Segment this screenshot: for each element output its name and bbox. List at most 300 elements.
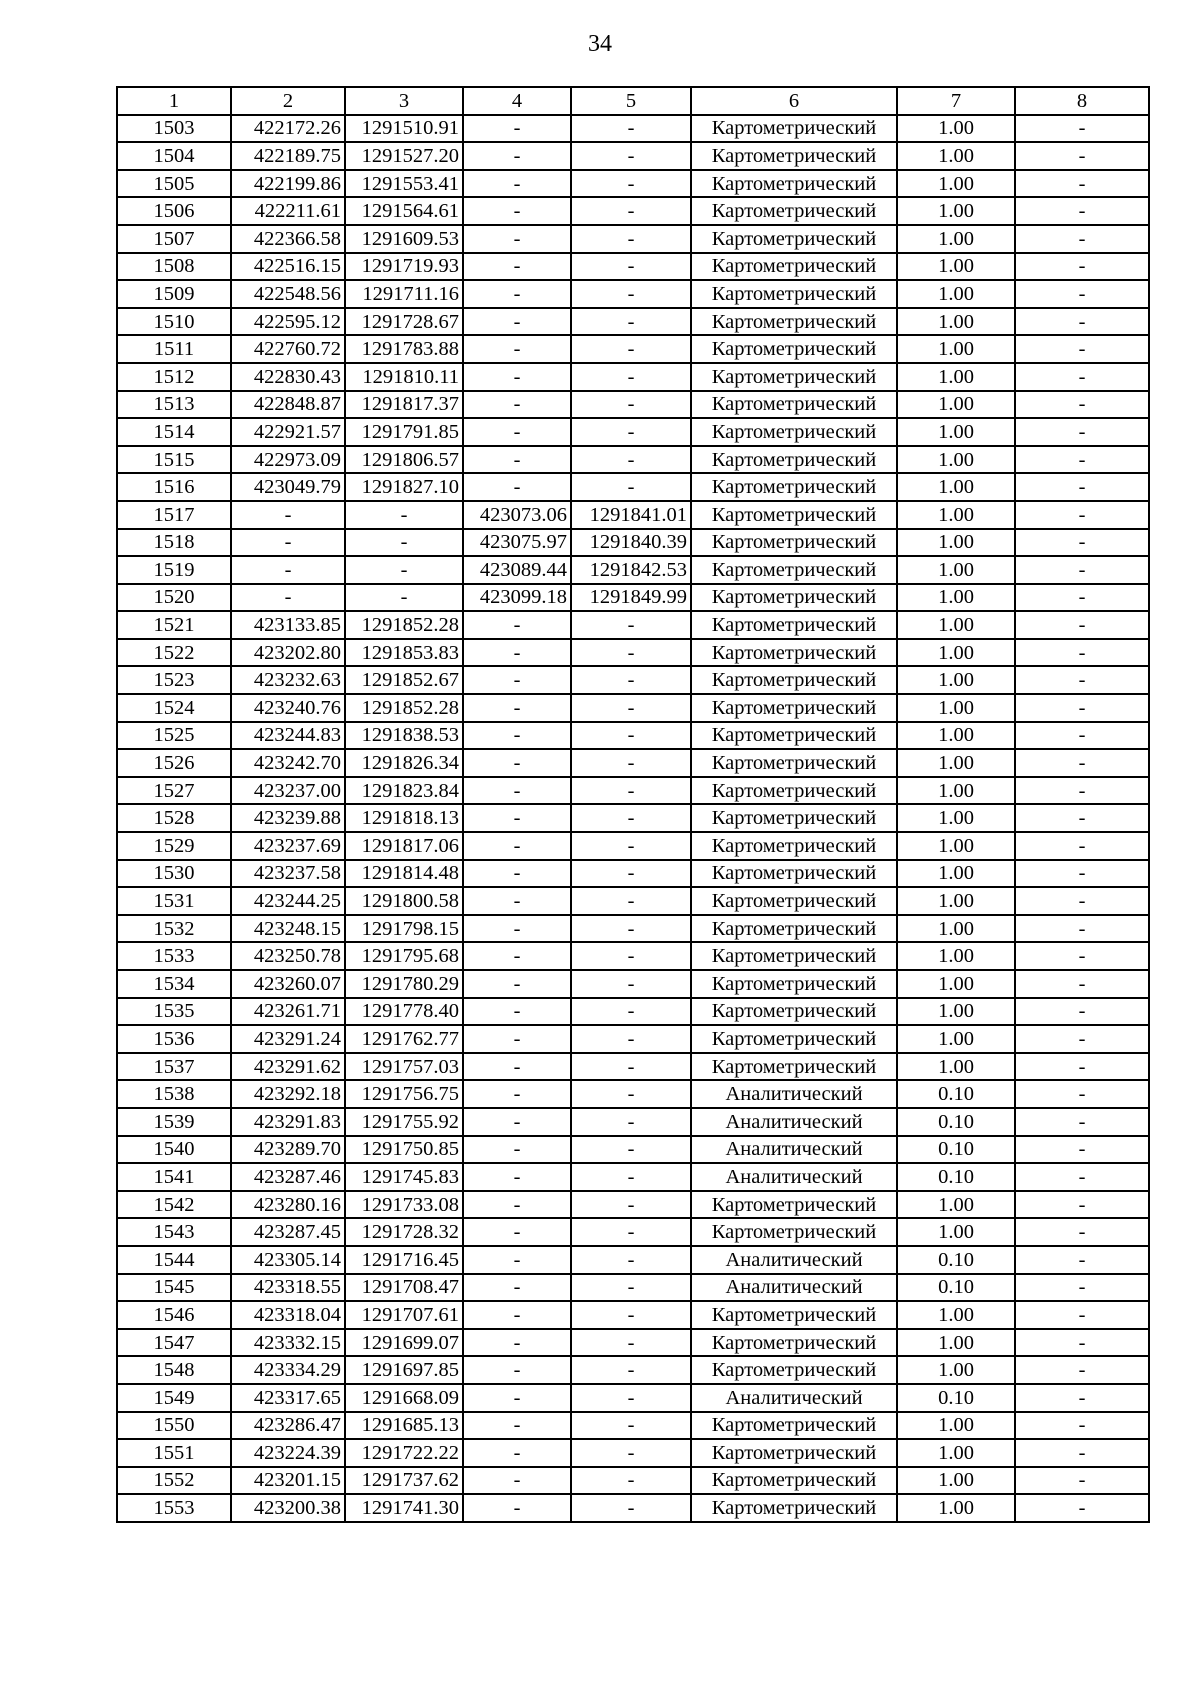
y-existing-cell: 1291750.85 (345, 1136, 463, 1164)
y-existing-cell: 1291823.84 (345, 777, 463, 805)
y-new-cell: - (571, 666, 691, 694)
header-col-2: 2 (231, 87, 345, 115)
accuracy-cell: 1.00 (897, 860, 1015, 888)
accuracy-cell: 1.00 (897, 777, 1015, 805)
table-row (117, 942, 1149, 970)
y-existing-cell: 1291778.40 (345, 998, 463, 1026)
accuracy-cell: 1.00 (897, 1301, 1015, 1329)
accuracy-cell: 1.00 (897, 804, 1015, 832)
y-existing-cell: 1291818.13 (345, 804, 463, 832)
x-new-cell: - (463, 1136, 571, 1164)
table-row (117, 391, 1149, 419)
method-cell: Картометрический (691, 666, 897, 694)
method-cell: Картометрический (691, 556, 897, 584)
accuracy-cell: 1.00 (897, 1412, 1015, 1440)
description-cell: - (1015, 1080, 1149, 1108)
description-cell: - (1015, 1108, 1149, 1136)
y-existing-cell: - (345, 529, 463, 557)
description-cell: - (1015, 749, 1149, 777)
method-cell: Аналитический (691, 1384, 897, 1412)
table-row (117, 1163, 1149, 1191)
description-cell: - (1015, 915, 1149, 943)
y-existing-cell: 1291852.67 (345, 666, 463, 694)
y-existing-cell: 1291762.77 (345, 1025, 463, 1053)
accuracy-cell: 1.00 (897, 280, 1015, 308)
table-row (117, 832, 1149, 860)
table-row (117, 1467, 1149, 1495)
description-cell: - (1015, 777, 1149, 805)
y-existing-cell: 1291707.61 (345, 1301, 463, 1329)
description-cell: - (1015, 1053, 1149, 1081)
x-existing-cell: 423291.24 (231, 1025, 345, 1053)
y-new-cell: - (571, 1494, 691, 1522)
description-cell: - (1015, 1301, 1149, 1329)
accuracy-cell: 1.00 (897, 1218, 1015, 1246)
y-new-cell: - (571, 998, 691, 1026)
method-cell: Картометрический (691, 197, 897, 225)
y-existing-cell: 1291510.91 (345, 115, 463, 143)
method-cell: Картометрический (691, 749, 897, 777)
y-existing-cell: - (345, 556, 463, 584)
point-number-cell: 1546 (117, 1301, 231, 1329)
x-new-cell: - (463, 308, 571, 336)
x-existing-cell: 423232.63 (231, 666, 345, 694)
description-cell: - (1015, 391, 1149, 419)
x-new-cell: - (463, 473, 571, 501)
accuracy-cell: 0.10 (897, 1136, 1015, 1164)
accuracy-cell: 1.00 (897, 611, 1015, 639)
table-row (117, 501, 1149, 529)
point-number-cell: 1533 (117, 942, 231, 970)
method-cell: Картометрический (691, 335, 897, 363)
y-new-cell: - (571, 253, 691, 281)
description-cell: - (1015, 942, 1149, 970)
y-existing-cell: 1291755.92 (345, 1108, 463, 1136)
x-new-cell: - (463, 1163, 571, 1191)
x-new-cell: 423089.44 (463, 556, 571, 584)
table-row (117, 1412, 1149, 1440)
x-new-cell: - (463, 1108, 571, 1136)
accuracy-cell: 1.00 (897, 1025, 1015, 1053)
table-row (117, 170, 1149, 198)
method-cell: Картометрический (691, 942, 897, 970)
method-cell: Картометрический (691, 777, 897, 805)
point-number-cell: 1513 (117, 391, 231, 419)
table-row (117, 611, 1149, 639)
y-existing-cell: 1291800.58 (345, 887, 463, 915)
y-existing-cell: 1291728.32 (345, 1218, 463, 1246)
x-existing-cell: 423334.29 (231, 1356, 345, 1384)
x-new-cell: - (463, 115, 571, 143)
table-row (117, 142, 1149, 170)
x-existing-cell: 422595.12 (231, 308, 345, 336)
table-row (117, 418, 1149, 446)
description-cell: - (1015, 501, 1149, 529)
table-row (117, 1246, 1149, 1274)
y-existing-cell: 1291817.06 (345, 832, 463, 860)
accuracy-cell: 1.00 (897, 887, 1015, 915)
description-cell: - (1015, 970, 1149, 998)
accuracy-cell: 1.00 (897, 1439, 1015, 1467)
method-cell: Картометрический (691, 694, 897, 722)
accuracy-cell: 1.00 (897, 253, 1015, 281)
accuracy-cell: 1.00 (897, 970, 1015, 998)
x-existing-cell: 422211.61 (231, 197, 345, 225)
point-number-cell: 1504 (117, 142, 231, 170)
x-new-cell: - (463, 970, 571, 998)
y-new-cell: - (571, 197, 691, 225)
description-cell: - (1015, 335, 1149, 363)
x-existing-cell: 423286.47 (231, 1412, 345, 1440)
accuracy-cell: 1.00 (897, 225, 1015, 253)
table-row (117, 860, 1149, 888)
description-cell: - (1015, 1246, 1149, 1274)
table-row (117, 1384, 1149, 1412)
y-new-cell: - (571, 777, 691, 805)
x-new-cell: - (463, 1025, 571, 1053)
table-row (117, 1439, 1149, 1467)
description-cell: - (1015, 446, 1149, 474)
x-existing-cell: 422172.26 (231, 115, 345, 143)
y-new-cell: - (571, 335, 691, 363)
x-new-cell: - (463, 1191, 571, 1219)
method-cell: Картометрический (691, 1301, 897, 1329)
y-new-cell: - (571, 418, 691, 446)
x-new-cell: - (463, 1080, 571, 1108)
y-new-cell: - (571, 1439, 691, 1467)
description-cell: - (1015, 115, 1149, 143)
description-cell: - (1015, 1025, 1149, 1053)
x-existing-cell: 423318.04 (231, 1301, 345, 1329)
accuracy-cell: 1.00 (897, 529, 1015, 557)
x-existing-cell: 422848.87 (231, 391, 345, 419)
x-new-cell: - (463, 1467, 571, 1495)
table-row (117, 253, 1149, 281)
description-cell: - (1015, 666, 1149, 694)
method-cell: Картометрический (691, 1356, 897, 1384)
y-existing-cell: 1291685.13 (345, 1412, 463, 1440)
point-number-cell: 1530 (117, 860, 231, 888)
accuracy-cell: 1.00 (897, 197, 1015, 225)
description-cell: - (1015, 556, 1149, 584)
y-existing-cell: 1291810.11 (345, 363, 463, 391)
y-existing-cell: 1291757.03 (345, 1053, 463, 1081)
point-number-cell: 1514 (117, 418, 231, 446)
header-col-3: 3 (345, 87, 463, 115)
method-cell: Аналитический (691, 1274, 897, 1302)
point-number-cell: 1551 (117, 1439, 231, 1467)
method-cell: Картометрический (691, 1025, 897, 1053)
x-new-cell: - (463, 777, 571, 805)
point-number-cell: 1525 (117, 722, 231, 750)
x-new-cell: 423073.06 (463, 501, 571, 529)
accuracy-cell: 1.00 (897, 639, 1015, 667)
x-new-cell: - (463, 749, 571, 777)
x-new-cell: - (463, 335, 571, 363)
x-new-cell: - (463, 1412, 571, 1440)
y-existing-cell: 1291733.08 (345, 1191, 463, 1219)
table-row (117, 1136, 1149, 1164)
y-existing-cell: - (345, 501, 463, 529)
method-cell: Картометрический (691, 1412, 897, 1440)
description-cell: - (1015, 1218, 1149, 1246)
x-new-cell: - (463, 446, 571, 474)
y-new-cell: - (571, 1246, 691, 1274)
y-existing-cell: 1291719.93 (345, 253, 463, 281)
header-col-5: 5 (571, 87, 691, 115)
x-existing-cell: - (231, 584, 345, 612)
accuracy-cell: 1.00 (897, 666, 1015, 694)
description-cell: - (1015, 280, 1149, 308)
x-existing-cell: 423224.39 (231, 1439, 345, 1467)
table-row (117, 473, 1149, 501)
x-existing-cell: 423291.83 (231, 1108, 345, 1136)
point-number-cell: 1516 (117, 473, 231, 501)
point-number-cell: 1524 (117, 694, 231, 722)
y-existing-cell: 1291722.22 (345, 1439, 463, 1467)
accuracy-cell: 0.10 (897, 1274, 1015, 1302)
y-existing-cell: 1291798.15 (345, 915, 463, 943)
point-number-cell: 1535 (117, 998, 231, 1026)
point-number-cell: 1506 (117, 197, 231, 225)
method-cell: Аналитический (691, 1108, 897, 1136)
table-row (117, 1274, 1149, 1302)
y-existing-cell: 1291795.68 (345, 942, 463, 970)
x-new-cell: - (463, 1329, 571, 1357)
table-row (117, 749, 1149, 777)
description-cell: - (1015, 611, 1149, 639)
accuracy-cell: 1.00 (897, 584, 1015, 612)
description-cell: - (1015, 1274, 1149, 1302)
description-cell: - (1015, 1163, 1149, 1191)
x-new-cell: - (463, 1356, 571, 1384)
x-new-cell: - (463, 860, 571, 888)
description-cell: - (1015, 722, 1149, 750)
point-number-cell: 1550 (117, 1412, 231, 1440)
method-cell: Картометрический (691, 1494, 897, 1522)
method-cell: Картометрический (691, 1439, 897, 1467)
x-new-cell: - (463, 832, 571, 860)
method-cell: Картометрический (691, 1218, 897, 1246)
x-existing-cell: 423200.38 (231, 1494, 345, 1522)
header-col-8: 8 (1015, 87, 1149, 115)
accuracy-cell: 1.00 (897, 363, 1015, 391)
y-existing-cell: 1291814.48 (345, 860, 463, 888)
table-row (117, 335, 1149, 363)
y-new-cell: - (571, 1218, 691, 1246)
y-new-cell: - (571, 1136, 691, 1164)
point-number-cell: 1522 (117, 639, 231, 667)
method-cell: Картометрический (691, 1467, 897, 1495)
accuracy-cell: 0.10 (897, 1108, 1015, 1136)
x-existing-cell: 422830.43 (231, 363, 345, 391)
method-cell: Картометрический (691, 446, 897, 474)
table-row (117, 1218, 1149, 1246)
accuracy-cell: 1.00 (897, 1191, 1015, 1219)
point-number-cell: 1538 (117, 1080, 231, 1108)
x-existing-cell: 423292.18 (231, 1080, 345, 1108)
y-new-cell: - (571, 1329, 691, 1357)
y-existing-cell: 1291741.30 (345, 1494, 463, 1522)
table-row (117, 1494, 1149, 1522)
coordinates-table (116, 86, 1150, 1523)
y-new-cell: - (571, 308, 691, 336)
y-new-cell: - (571, 1274, 691, 1302)
table-row (117, 529, 1149, 557)
y-existing-cell: 1291609.53 (345, 225, 463, 253)
x-new-cell: - (463, 1218, 571, 1246)
y-existing-cell: 1291527.20 (345, 142, 463, 170)
method-cell: Картометрический (691, 887, 897, 915)
accuracy-cell: 1.00 (897, 335, 1015, 363)
method-cell: Картометрический (691, 418, 897, 446)
x-existing-cell: 423202.80 (231, 639, 345, 667)
table-row (117, 1191, 1149, 1219)
point-number-cell: 1526 (117, 749, 231, 777)
x-new-cell: - (463, 225, 571, 253)
x-new-cell: - (463, 666, 571, 694)
x-existing-cell: 423049.79 (231, 473, 345, 501)
y-existing-cell: 1291564.61 (345, 197, 463, 225)
table-row (117, 639, 1149, 667)
y-new-cell: - (571, 391, 691, 419)
method-cell: Картометрический (691, 308, 897, 336)
y-new-cell: - (571, 225, 691, 253)
x-existing-cell: 422366.58 (231, 225, 345, 253)
x-existing-cell: 423291.62 (231, 1053, 345, 1081)
table-row (117, 1025, 1149, 1053)
accuracy-cell: 1.00 (897, 391, 1015, 419)
y-existing-cell: 1291728.67 (345, 308, 463, 336)
method-cell: Картометрический (691, 473, 897, 501)
x-new-cell: - (463, 1384, 571, 1412)
accuracy-cell: 1.00 (897, 1467, 1015, 1495)
header-col-1: 1 (117, 87, 231, 115)
y-new-cell: - (571, 970, 691, 998)
y-new-cell: - (571, 1053, 691, 1081)
method-cell: Картометрический (691, 529, 897, 557)
x-existing-cell: 422760.72 (231, 335, 345, 363)
y-existing-cell: 1291756.75 (345, 1080, 463, 1108)
accuracy-cell: 1.00 (897, 1356, 1015, 1384)
table-row (117, 722, 1149, 750)
y-new-cell: - (571, 142, 691, 170)
page-number: 34 (588, 31, 612, 57)
method-cell: Картометрический (691, 584, 897, 612)
header-col-4: 4 (463, 87, 571, 115)
y-new-cell: - (571, 749, 691, 777)
x-new-cell: - (463, 418, 571, 446)
accuracy-cell: 1.00 (897, 722, 1015, 750)
point-number-cell: 1519 (117, 556, 231, 584)
x-new-cell: - (463, 253, 571, 281)
y-new-cell: - (571, 473, 691, 501)
description-cell: - (1015, 529, 1149, 557)
method-cell: Картометрический (691, 915, 897, 943)
point-number-cell: 1508 (117, 253, 231, 281)
method-cell: Картометрический (691, 611, 897, 639)
description-cell: - (1015, 1191, 1149, 1219)
x-new-cell: - (463, 1301, 571, 1329)
x-existing-cell: 423237.58 (231, 860, 345, 888)
y-new-cell: - (571, 1025, 691, 1053)
table-row (117, 446, 1149, 474)
y-existing-cell: 1291708.47 (345, 1274, 463, 1302)
method-cell: Аналитический (691, 1080, 897, 1108)
y-new-cell: - (571, 1384, 691, 1412)
accuracy-cell: 1.00 (897, 170, 1015, 198)
x-new-cell: - (463, 694, 571, 722)
method-cell: Картометрический (691, 363, 897, 391)
y-new-cell: 1291840.39 (571, 529, 691, 557)
x-new-cell: - (463, 942, 571, 970)
y-existing-cell: 1291668.09 (345, 1384, 463, 1412)
table-row (117, 970, 1149, 998)
accuracy-cell: 0.10 (897, 1080, 1015, 1108)
accuracy-cell: 1.00 (897, 1494, 1015, 1522)
x-existing-cell: 423332.15 (231, 1329, 345, 1357)
x-new-cell: - (463, 998, 571, 1026)
x-existing-cell: 423237.69 (231, 832, 345, 860)
y-existing-cell: 1291711.16 (345, 280, 463, 308)
accuracy-cell: 1.00 (897, 142, 1015, 170)
point-number-cell: 1527 (117, 777, 231, 805)
description-cell: - (1015, 253, 1149, 281)
description-cell: - (1015, 1136, 1149, 1164)
description-cell: - (1015, 832, 1149, 860)
description-cell: - (1015, 225, 1149, 253)
table-row (117, 915, 1149, 943)
method-cell: Картометрический (691, 832, 897, 860)
method-cell: Картометрический (691, 115, 897, 143)
accuracy-cell: 1.00 (897, 694, 1015, 722)
description-cell: - (1015, 363, 1149, 391)
method-cell: Картометрический (691, 501, 897, 529)
table-row (117, 1329, 1149, 1357)
method-cell: Картометрический (691, 998, 897, 1026)
point-number-cell: 1541 (117, 1163, 231, 1191)
y-existing-cell: - (345, 584, 463, 612)
y-existing-cell: 1291745.83 (345, 1163, 463, 1191)
x-existing-cell: 423248.15 (231, 915, 345, 943)
y-existing-cell: 1291852.28 (345, 694, 463, 722)
table-row (117, 666, 1149, 694)
x-existing-cell: 423201.15 (231, 1467, 345, 1495)
table-row (117, 225, 1149, 253)
table-row (117, 363, 1149, 391)
point-number-cell: 1510 (117, 308, 231, 336)
y-existing-cell: 1291783.88 (345, 335, 463, 363)
point-number-cell: 1536 (117, 1025, 231, 1053)
y-new-cell: - (571, 639, 691, 667)
x-existing-cell: 423305.14 (231, 1246, 345, 1274)
x-new-cell: - (463, 887, 571, 915)
method-cell: Картометрический (691, 253, 897, 281)
y-new-cell: - (571, 860, 691, 888)
x-existing-cell: 423289.70 (231, 1136, 345, 1164)
point-number-cell: 1511 (117, 335, 231, 363)
accuracy-cell: 1.00 (897, 418, 1015, 446)
method-cell: Картометрический (691, 391, 897, 419)
x-existing-cell: - (231, 529, 345, 557)
accuracy-cell: 1.00 (897, 115, 1015, 143)
x-existing-cell: 423317.65 (231, 1384, 345, 1412)
x-existing-cell: 423250.78 (231, 942, 345, 970)
method-cell: Картометрический (691, 142, 897, 170)
x-existing-cell: 423287.45 (231, 1218, 345, 1246)
table-row (117, 887, 1149, 915)
description-cell: - (1015, 1329, 1149, 1357)
